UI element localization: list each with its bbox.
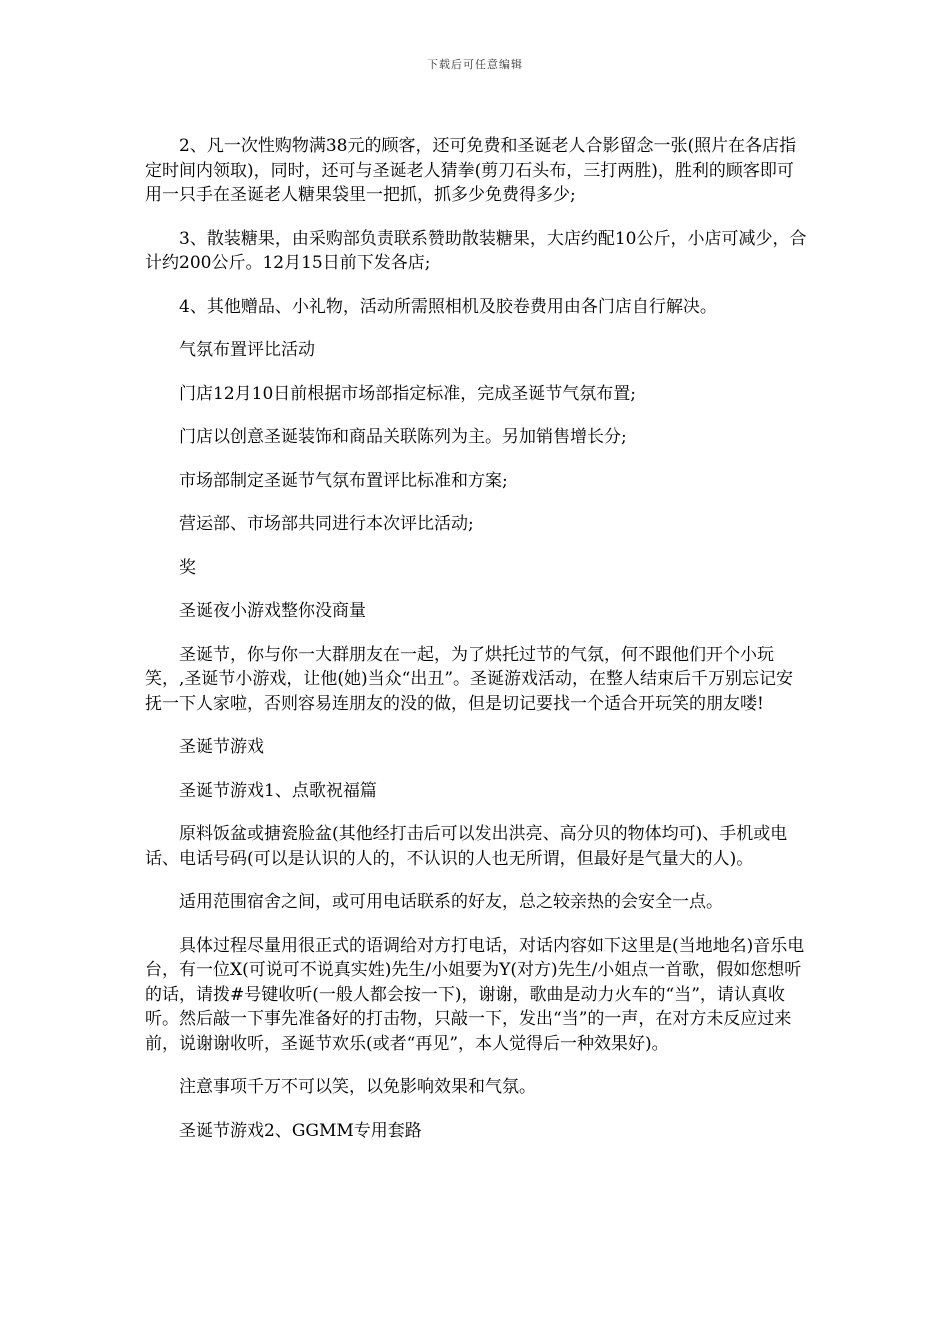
section-heading: 圣诞夜小游戏整你没商量 [179,601,366,621]
paragraph: 奖 [179,557,196,578]
paragraph: 营运部、市场部共同进行本次评比活动; [179,514,474,534]
paragraph: 具体过程尽量用很正式的语调给对方打电话，对话内容如下这里是(当地地名)音乐电台，有一位X(可说可不说真实姓)先生/小姐要为Y(对方)先生/小姐点一首歌，假如您想听的话，请拨#号键收听(一般人都会按一下)，谢谢，歌曲是动力火车的“当”，请认真收听。然后敲一下事先准备好的打击物，只敲一下，发出“当”的一声，在对方未反应过来前，说谢谢收听，圣诞节欢乐(或者“再见”，本人觉得后一种效果好)。 [145,935,805,1054]
paragraph: 门店以创意圣诞装饰和商品关联陈列为主。另加销售增长分; [179,427,627,447]
paragraph: 适用范围宿舍之间，或可用电话联系的好友，总之较亲热的会安全一点。 [179,892,723,912]
section-heading: 气氛布置评比活动 [179,340,315,360]
paragraph: 门店12月10日前根据市场部指定标准，完成圣诞节气氛布置; [179,383,636,404]
paragraph: 原料饭盆或搪瓷脸盆(其他经打击后可以发出洪亮、高分贝的物体均可)、手机或电话、电话号码(可以是认识的人的，不认识的人也无所谓，但最好是气量大的人)。 [145,824,788,869]
section-heading: 圣诞节游戏 [179,737,264,757]
paragraph: 3、散装糖果，由采购部负责联系赞助散装糖果，大店约配10公斤，小店可减少，合计约200公斤。12月15日前下发各店; [145,228,807,273]
page-header: 下载后可任意编辑 [427,58,523,71]
paragraph: 注意事项千万不可以笑，以免影响效果和气氛。 [179,1077,536,1097]
paragraph: 2、凡一次性购物满38元的顾客，还可免费和圣诞老人合影留念一张(照片在各店指定时间内领取)，同时，还可与圣诞老人猜拳(剪刀石头布，三打两胜)，胜利的顾客即可用一只手在圣诞老人糖果袋里一把抓，抓多少免费得多少; [145,136,797,205]
paragraph: 4、其他赠品、小礼物，活动所需照相机及胶卷费用由各门店自行解决。 [179,296,717,317]
paragraph: 圣诞节，你与你一大群朋友在一起，为了烘托过节的气氛，何不跟他们开个小玩笑，,圣诞节小游戏，让他(她)当众“出丑”。圣诞游戏活动，在整人结束后千万别忘记安抚一下人家啦，否则容易连朋友的没的做，但是切记要找一个适合开玩笑的朋友喽! [145,644,794,714]
paragraph: 市场部制定圣诞节气氛布置评比标准和方案; [179,470,508,491]
document-body [145,134,809,1162]
section-heading: 圣诞节游戏1、点歌祝福篇 [179,780,377,801]
section-heading: 圣诞节游戏2、GGMM专用套路 [179,1120,422,1141]
